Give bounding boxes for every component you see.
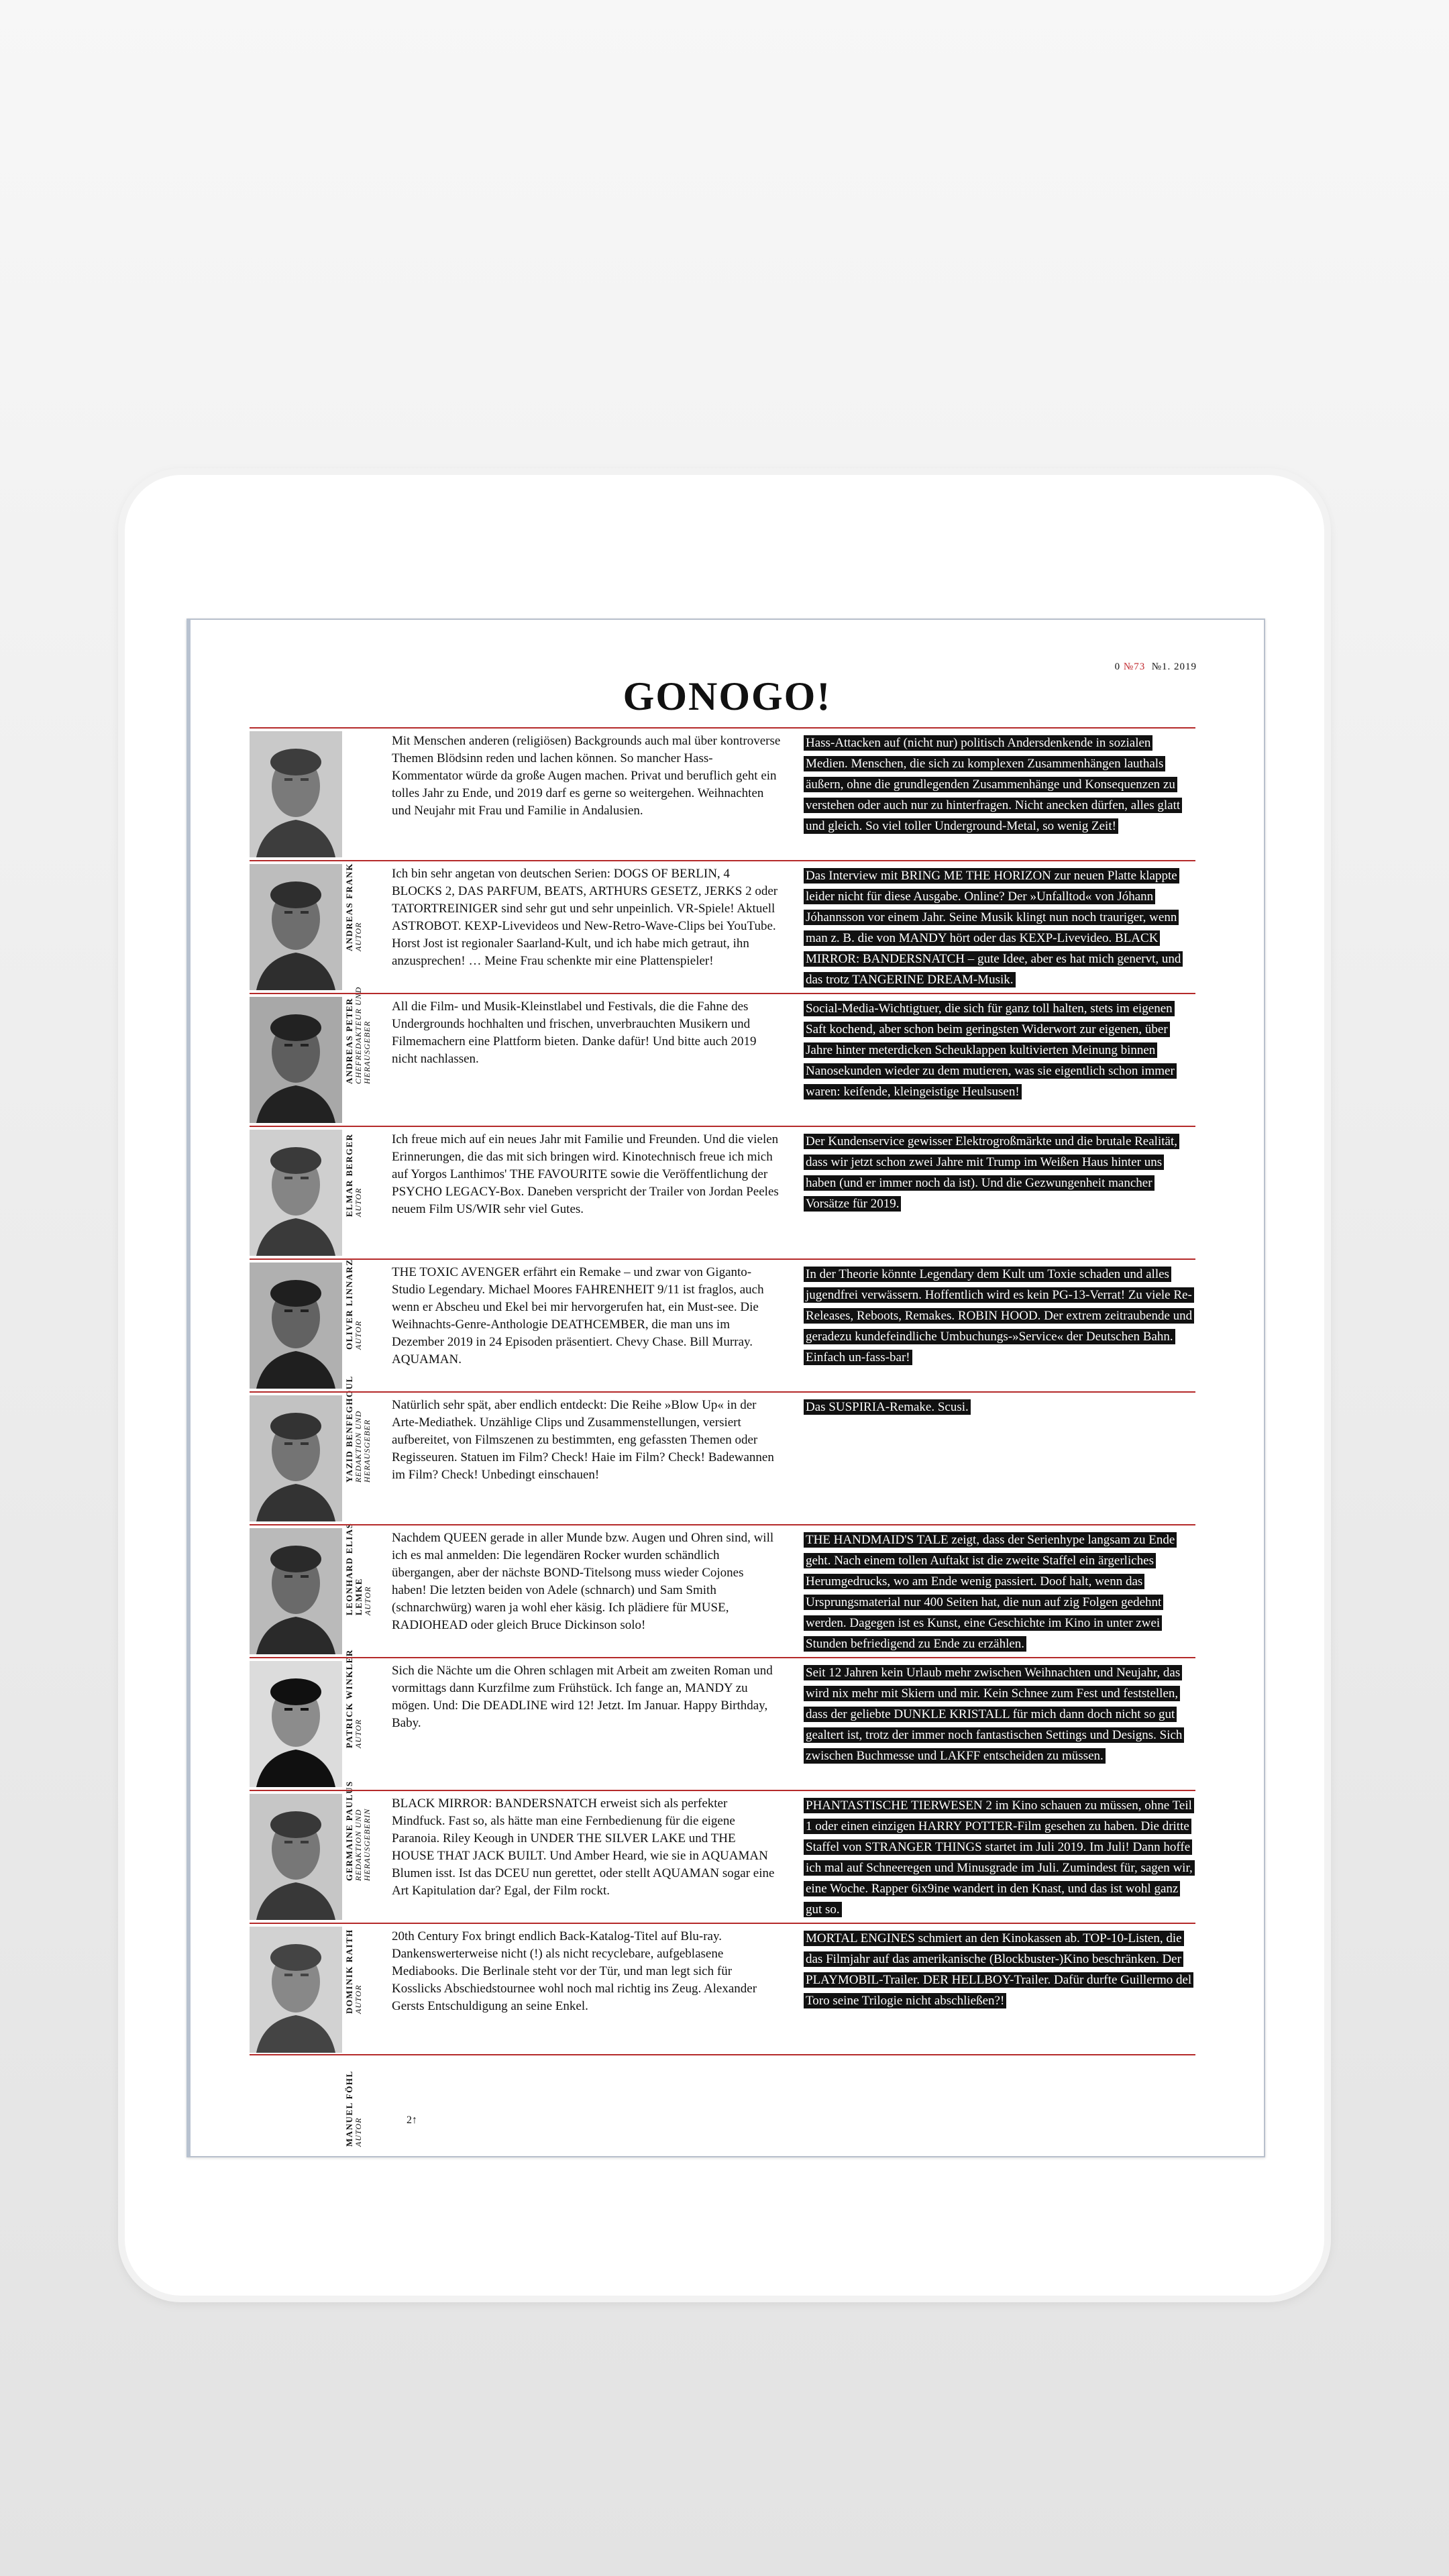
contributor-name: DOMINIK RAITH xyxy=(344,1929,354,2014)
contributor-role: REDAKTION UND HERAUSGEBER xyxy=(354,1410,372,1483)
go-text: BLACK MIRROR: BANDERSNATCH erweist sich als perfekter Mindfuck. Fast so, als hätte man eine Fernbedienung für die eigene Paranoia. Riley Keough in UNDER THE SILVER LAKE und THE HOUSE THAT JACK BUILT. Und Amber Heard, wie sie in AQUAMAN Blumen isst. Ist das DCEU nun gerettet, oder stellt AQUAMAN sogar eine Art Kapitulation dar? Egal, der Film rockt. xyxy=(392,1796,775,1898)
portrait-photo xyxy=(250,1661,342,1787)
contributor-name-vertical xyxy=(344,731,373,951)
contributor-role: AUTOR xyxy=(354,922,363,951)
contributor-list xyxy=(250,727,1195,2147)
contributor-name: GERMAINE PAULUS xyxy=(344,1780,354,1881)
nogo-text: THE HANDMAID'S TALE zeigt, dass der Serienhype langsam zu Ende geht. Nach einem tollen Auftakt ist die zweite Staffel ein ärgerliches Herumgedrucks, wo am Ende wenig passiert. Doof halt, wenn das Ursprungsmaterial nur 400 Seiten hat, die nun auf zig Folgen gedehnt werden. Dagegen ist es Kunst, eine Geschichte im Kino in unter zwei Stunden befriedigend zu Ende zu erzählen. xyxy=(804,1529,1194,1654)
contributor-role: AUTOR xyxy=(354,1984,363,2014)
nogo-text: Hass-Attacken auf (nicht nur) politisch Andersdenkende in sozialen Medien. Menschen, die sich zu komplexen Zusammenhängen lauthals äußern, ohne die grundlegenden Zusammenhänge und Konsequenzen zu verstehen oder auch nur zu hinterfragen. Nicht anecken dürfen, alles glatt und gleich. So viel toller Underground-Metal, so wenig Zeit! xyxy=(804,733,1194,837)
contributor-name-vertical xyxy=(344,1130,373,1350)
contributor-role: AUTOR xyxy=(354,2117,363,2147)
go-text: 20th Century Fox bringt endlich Back-Katalog-Titel auf Blu-ray. Dankenswerterweise nicht (!) als nicht recyclebare, aufgeblasene Mediabooks. Die Berlinale steht vor der Tür, und man legt sich für Kosslicks Abschiedstournee wohl noch mal richtig ins Zeug. Alexander Gersts Entschuldigung an seine Enkel. xyxy=(392,1929,757,2013)
portrait-photo xyxy=(250,1395,342,1521)
contributor-row xyxy=(250,1923,1195,2147)
contributor-name-vertical xyxy=(344,1927,373,2147)
contributor-name-vertical xyxy=(344,1263,373,1483)
contributor-name-vertical xyxy=(344,864,373,1084)
nogo-text: In der Theorie könnte Legendary dem Kult um Toxie schaden und alles jugendfrei verwässern. Hoffentlich wird es kein PG-13-Verrat! Zu viele Re-Releases, Reboots, Remakes. ROBIN HOOD. Der extrem zeitraubende und geradezu kundefeindliche Umbuchungs-»Service« der Deutschen Bahn. Einfach un-fass-bar! xyxy=(804,1264,1194,1368)
go-text: All die Film- und Musik-Kleinstlabel und Festivals, die die Fahne des Undergrounds hochhalten und frischen, unverbrauchten Musikern und Filmemachern eine Plattform bieten. Danke dafür! Und bitte auch 2019 nicht nachlassen. xyxy=(392,1000,757,1066)
contributor-role: CHEFREDAKTEUR UND HERAUSGEBER xyxy=(354,986,372,1084)
contributor-name-vertical xyxy=(344,1395,373,1615)
portrait-photo xyxy=(250,864,342,990)
portrait-photo xyxy=(250,1263,342,1389)
contributor-name: LEONHARD ELIAS LEMKE xyxy=(344,1522,364,1615)
issue-prefix: 0 xyxy=(1114,661,1121,672)
contributor-name: PATRICK WINKLER xyxy=(344,1649,354,1748)
contributor-name: ELMAR BERGER xyxy=(344,1133,354,1217)
contributor-role: AUTOR xyxy=(363,1586,372,1615)
nogo-text: Seit 12 Jahren kein Urlaub mehr zwischen Weihnachten und Neujahr, das wird nix mehr mit Skiern und mir. Kein Schnee zum Fest und feststellen, dass der geliebte DUNKLE KRISTALL für mich dann doch nicht so gut gealtert ist, trotz der immer noch fantastischen Settings und Designs. Sich zwischen Buchmesse und LAKFF entscheiden zu müssen. xyxy=(804,1662,1194,1766)
nogo-text: Social-Media-Wichtigtuer, die sich für ganz toll halten, stets im eigenen Saft kochend, aber schon beim geringsten Widerwort zur eigenen, über Jahre hinter meterdicken Scheuklappen kultivierten Meinung binnen Nanosekunden wieder zu dem mutieren, was sie eigentlich schon immer waren: keifende, kleingeistige Heulsusen! xyxy=(804,998,1194,1102)
nogo-text: PHANTASTISCHE TIERWESEN 2 im Kino schauen zu müssen, ohne Teil 1 oder einen einzigen HARRY POTTER-Film gesehen zu haben. Die dritte Staffel von STRANGER THINGS startet im Juli 2019. Im Juli! Dann hoffe ich mal auf Schneeregen und Minusgrade im Juli. Zumindest für, sagen wir, eine Woche. Rapper 6ix9ine wandert in den Knast, und das ist wohl ganz gut so. xyxy=(804,1795,1194,1920)
page-title: GONOGO! xyxy=(623,674,832,718)
contributor-name-vertical xyxy=(344,1661,373,1881)
contributor-name-vertical xyxy=(344,997,373,1217)
issue-date: 1. 2019 xyxy=(1162,661,1197,672)
contributor-name: ANDREAS PETER xyxy=(344,998,354,1084)
nogo-text: Das Interview mit BRING ME THE HORIZON zur neuen Platte klappte leider nicht für diese Ausgabe. Online? Der »Unfalltod« von Jóhann Jóhannsson vor einem Jahr. Seine Musik klingt nun noch trauriger, wenn man z. B. die von MANDY hört oder das KEXP-Livevideo. BLACK MIRROR: BANDERSNATCH – gute Idee, aber es hat mich genervt, und das trotz TANGERINE DREAM-Musik. xyxy=(804,865,1194,990)
contributor-name-vertical xyxy=(344,1528,373,1748)
go-text: Natürlich sehr spät, aber endlich entdeckt: Die Reihe »Blow Up« in der Arte-Mediathek. Unzählige Clips und Zusammenstellungen, versiert aufbereitet, von Filmszenen zu bestimmten, eng gefassten Themen oder Regisseuren. Statuen im Film? Check! Haie im Film? Check! Badewannen im Film? Check! Unbedingt einschauen! xyxy=(392,1398,774,1482)
portrait-photo xyxy=(250,1528,342,1654)
contributor-name: YAZID BENFEGHOUL xyxy=(344,1375,354,1483)
nogo-text: Das SUSPIRIA-Remake. Scusi. xyxy=(804,1397,1194,1417)
portrait-photo xyxy=(250,997,342,1123)
portrait-photo xyxy=(250,1794,342,1920)
contributor-name: OLIVER LINNARZ xyxy=(344,1258,354,1350)
contributor-name-vertical xyxy=(344,1794,373,2014)
portrait-photo xyxy=(250,731,342,857)
contributor-role: AUTOR xyxy=(354,1719,363,1748)
nogo-text: MORTAL ENGINES schmiert an den Kinokassen ab. TOP-10-Listen, die das Filmjahr auf das amerikanische (Blockbuster-)Kino beschränken. Der PLAYMOBIL-Trailer. DER HELLBOY-Trailer. Dafür durfte Guillermo del Toro seine Trilogie nicht abschließen?! xyxy=(804,1928,1194,2011)
portrait-photo xyxy=(250,1927,342,2053)
portrait-photo xyxy=(250,1130,342,1256)
go-text: THE TOXIC AVENGER erfährt ein Remake – und zwar von Giganto-Studio Legendary. Michael Moores FAHRENHEIT 9/11 ist fraglos, auch wenn er Abscheu und Ekel bei mir hervorgerufen hat, ein Must-see. Die Weihnachts-Genre-Anthologie DEATHCEMBER, die man uns im Dezember 2019 in 24 Episoden präsentiert. Chevy Chase. Bill Murray. AQUAMAN. xyxy=(392,1265,764,1366)
contributor-role: AUTOR xyxy=(354,1187,363,1217)
go-text: Sich die Nächte um die Ohren schlagen mit Arbeit am zweiten Roman und vormittags dann Kurzfilme zum Frühstück. Ich fange an, MANDY zu mögen. Und: Die DEADLINE wird 12! Jetzt. Im Januar. Happy Birthday, Baby. xyxy=(392,1664,773,1730)
issue-number: №73 xyxy=(1123,661,1146,672)
go-text: Nachdem QUEEN gerade in aller Munde bzw. Augen und Ohren sind, will ich es mal anmelden: Die legendären Rocker wurden schändlich übergangen, aber der nächste BOND-Titelsong muss wieder Cojones haben! Die letzten beiden von Adele (schnarch) und Sam Smith (schnarchwürg) waren ja wohl eher käsig. Ich plädiere für MUSE, RADIOHEAD oder gleich Bruce Dickinson solo! xyxy=(392,1531,774,1632)
go-text: Ich freue mich auf ein neues Jahr mit Familie und Freunden. Und die vielen Erinnerungen, die das mit sich bringen wird. Kinotechnisch freue ich mich auf Yorgos Lanthimos' THE FAVOURITE sowie die Veröffentlichung der PSYCHO LEGACY-Box. Daneben verspricht der Trailer von Jordan Peeles neuem Film US/WIR sehr viel Gutes. xyxy=(392,1132,779,1216)
go-text: Ich bin sehr angetan von deutschen Serien: DOGS OF BERLIN, 4 BLOCKS 2, DAS PARFUM, BEATS, ARTHURS GESETZ, JERKS 2 oder TATORTREINIGER sind sehr gut und sehr unpeinlich. VR-Spiele! Aktuell ASTROBOT. KEXP-Livevideos und New-Retro-Wave-Clips bei YouTube. Horst Jost ist regionaler Saarland-Kult, und ich habe mich getraut, ihn anzusprechen! … Meine Frau schenkte mir eine Plattenspieler! xyxy=(392,867,778,968)
magazine-page xyxy=(186,619,1265,2157)
go-text: Mit Menschen anderen (religiösen) Backgrounds auch mal über kontroverse Themen Blödsinn reden und lachen können. So mancher Hass-Kommentator würde da große Augen machen. Privat und beruflich geht ein tolles Jahr zu Ende, und 2019 darf es gerne so weitergehen. Weihnachten und Neujahr mit Frau und Familie in Andalusien. xyxy=(392,734,781,818)
contributor-role: AUTOR xyxy=(354,1320,363,1350)
contributor-role: REDAKTION UND HERAUSGEBERIN xyxy=(354,1808,372,1881)
page-number: 2↑ xyxy=(407,2114,417,2126)
contributor-name: MANUEL FÖHL xyxy=(344,2070,354,2147)
contributor-name: ANDREAS FRANK xyxy=(344,863,354,951)
issue-label: 0 №73 №1. 2019 xyxy=(1114,661,1197,672)
nogo-text: Der Kundenservice gewisser Elektrogroßmärkte und die brutale Realität, dass wir jetzt schon zwei Jahre mit Trump im Weißen Haus hinter uns haben (und er immer noch da ist). Und die Gezwungenheit mancher Vorsätze für 2019. xyxy=(804,1131,1194,1214)
